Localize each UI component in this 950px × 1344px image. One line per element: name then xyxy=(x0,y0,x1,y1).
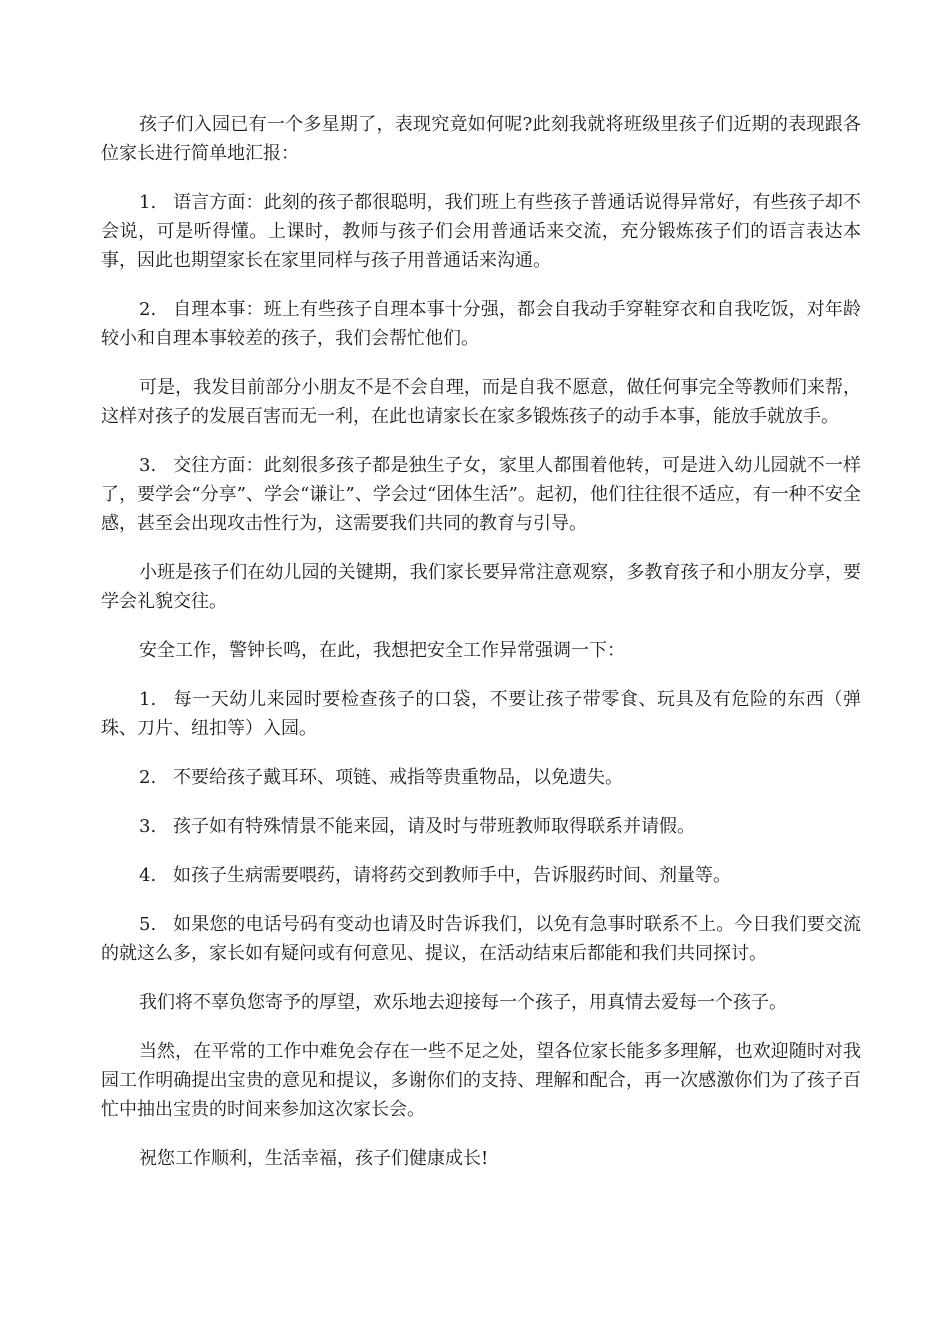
thanks-paragraph xyxy=(101,1037,861,1124)
item-number: 3. xyxy=(139,816,157,837)
item-number: 3. xyxy=(139,455,157,476)
paragraph-text: 安全工作，警钟长鸣，在此，我想把安全工作异常强调一下： xyxy=(139,640,625,661)
paragraph-text: 交往方面：此刻很多孩子都是独生子女，家里人都围着他转，可是进入幼儿园就不一样了，要学会“分享”、学会“谦让”、学会过“团体生活”。起初，他们往往很不适应，有一种不安全感，甚至会出现攻击性行为，这需要我们共同的教育与引导。 xyxy=(101,455,861,534)
item-number: 4. xyxy=(139,865,157,886)
promise-paragraph xyxy=(101,988,861,1017)
self-care-item xyxy=(101,295,861,353)
item-number: 2. xyxy=(139,299,157,320)
self-care-note-paragraph xyxy=(101,373,861,431)
document-page xyxy=(101,110,861,1193)
paragraph-text: 祝您工作顺利，生活幸福，孩子们健康成长! xyxy=(139,1148,489,1169)
safety-item-1 xyxy=(101,685,861,743)
paragraph-text: 不要给孩子戴耳环、项链、戒指等贵重物品，以免遗失。 xyxy=(173,767,623,788)
paragraph-text: 每一天幼儿来园时要检查孩子的口袋，不要让孩子带零食、玩具及有危险的东西（弹珠、刀片、纽扣等）入园。 xyxy=(101,689,861,739)
paragraph-text: 可是，我发目前部分小朋友不是不会自理，而是自我不愿意，做任何事完全等教师们来帮，这样对孩子的发展百害而无一利，在此也请家长在家多锻炼孩子的动手本事，能放手就放手。 xyxy=(101,377,861,427)
social-item xyxy=(101,451,861,538)
safety-item-4 xyxy=(101,861,861,890)
safety-item-5 xyxy=(101,910,861,968)
paragraph-text: 如孩子生病需要喂药，请将药交到教师手中，告诉服药时间、剂量等。 xyxy=(173,865,731,886)
paragraph-text: 自理本事：班上有些孩子自理本事十分强，都会自我动手穿鞋穿衣和自我吃饭，对年龄较小和自理本事较差的孩子，我们会帮忙他们。 xyxy=(101,299,861,349)
safety-item-2 xyxy=(101,763,861,792)
intro-paragraph xyxy=(101,110,861,168)
paragraph-text: 如果您的电话号码有变动也请及时告诉我们，以免有急事时联系不上。今日我们要交流的就这么多，家长如有疑问或有何意见、提议，在活动结束后都能和我们共同探讨。 xyxy=(101,914,861,964)
small-class-paragraph xyxy=(101,558,861,616)
paragraph-text: 语言方面：此刻的孩子都很聪明，我们班上有些孩子普通话说得异常好，有些孩子却不会说，可是听得懂。上课时，教师与孩子们会用普通话来交流，充分锻炼孩子们的语言表达本事，因此也期望家长在家里同样与孩子用普通话来沟通。 xyxy=(101,192,861,271)
closing-wish-paragraph xyxy=(101,1144,861,1173)
safety-item-3 xyxy=(101,812,861,841)
item-number: 1. xyxy=(139,192,157,213)
safety-intro-paragraph xyxy=(101,636,861,665)
item-number: 1. xyxy=(139,689,157,710)
item-number: 5. xyxy=(139,914,157,935)
paragraph-text: 当然，在平常的工作中难免会存在一些不足之处，望各位家长能多多理解，也欢迎随时对我园工作明确提出宝贵的意见和提议，多谢你们的支持、理解和配合，再一次感激你们为了孩子百忙中抽出宝贵的时间来参加这次家长会。 xyxy=(101,1041,861,1120)
paragraph-text: 我们将不辜负您寄予的厚望，欢乐地去迎接每一个孩子，用真情去爱每一个孩子。 xyxy=(139,992,787,1013)
language-item xyxy=(101,188,861,275)
paragraph-text: 孩子们入园已有一个多星期了，表现究竟如何呢?此刻我就将班级里孩子们近期的表现跟各位家长进行简单地汇报： xyxy=(101,114,861,164)
paragraph-text: 小班是孩子们在幼儿园的关键期，我们家长要异常注意观察，多教育孩子和小朋友分享，要学会礼貌交往。 xyxy=(101,562,861,612)
paragraph-text: 孩子如有特殊情景不能来园，请及时与带班教师取得联系并请假。 xyxy=(173,816,695,837)
item-number: 2. xyxy=(139,767,157,788)
